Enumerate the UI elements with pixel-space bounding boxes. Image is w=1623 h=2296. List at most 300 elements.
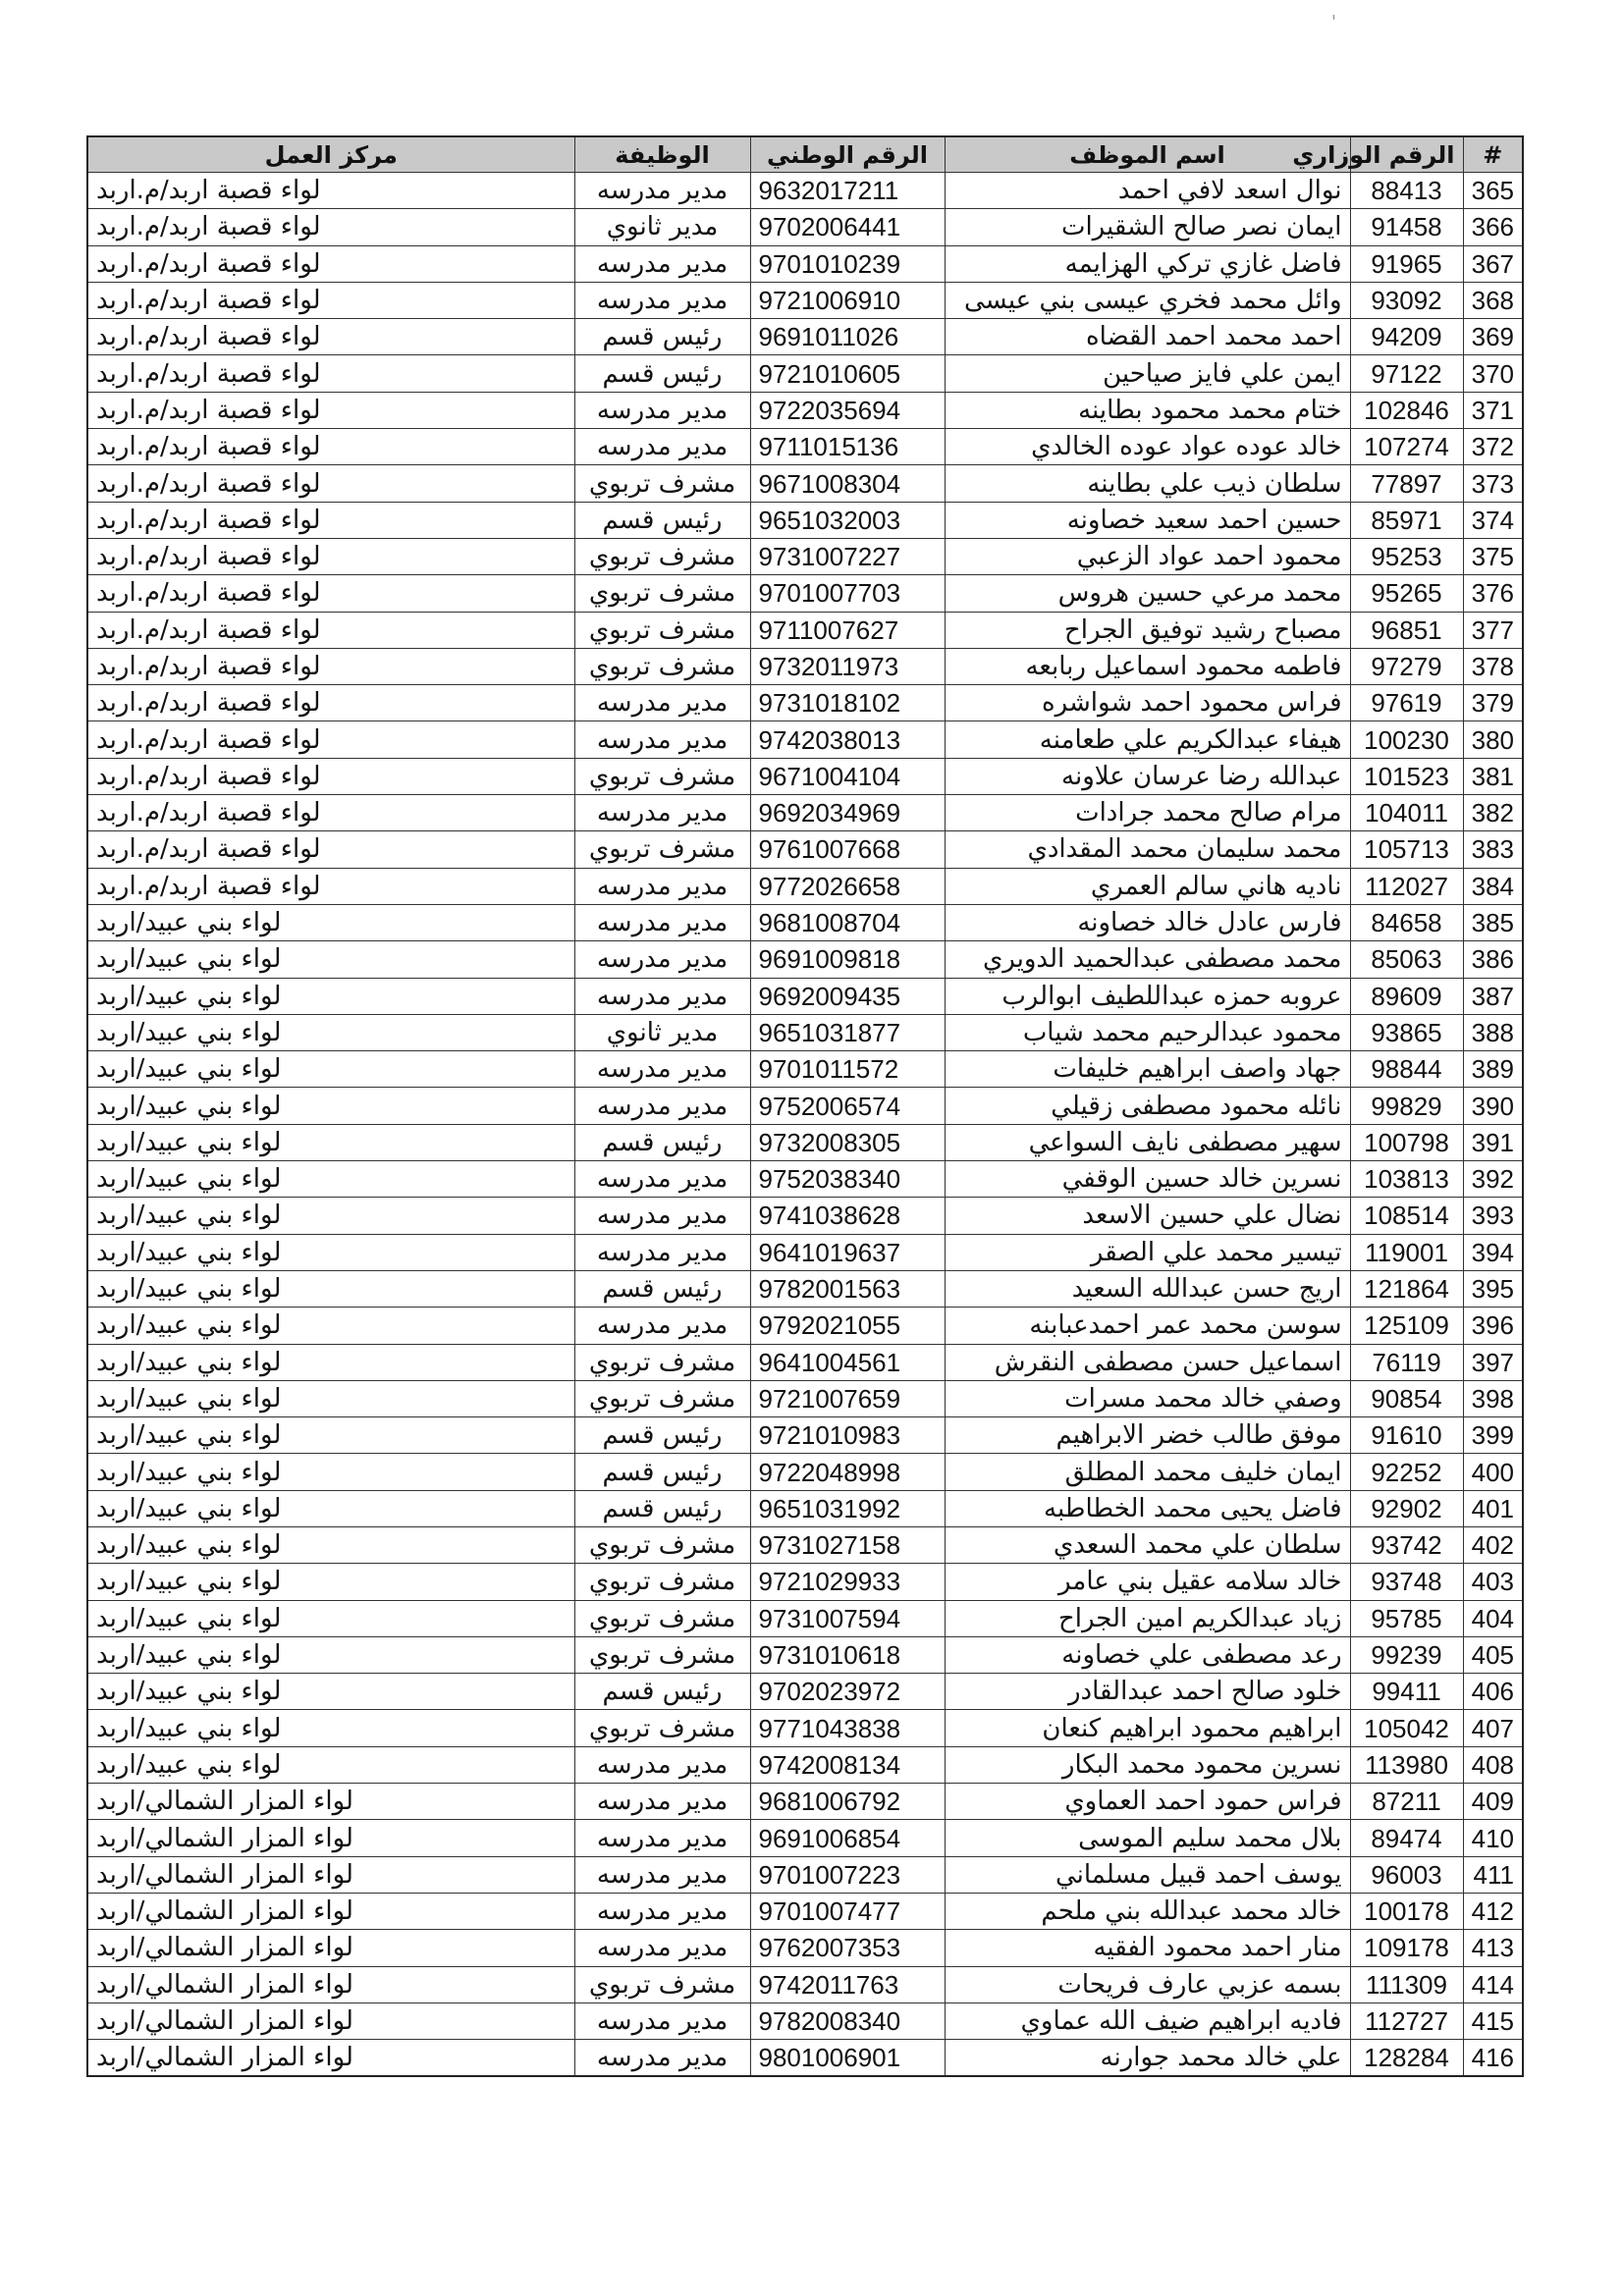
work-center [87,1344,574,1380]
national-number: 9632017211 [750,173,945,209]
table-row [87,1526,1523,1563]
row-index: 379 [1463,685,1523,721]
national-number: 9651032003 [750,502,945,538]
work-center [87,392,574,428]
table-row [87,1344,1523,1380]
work-center-text: لواء بني عبيد/اربد [96,1201,282,1231]
national-number: 9721029933 [750,1564,945,1600]
ministerial-number: 112727 [1350,2002,1463,2039]
row-index: 380 [1463,721,1523,758]
work-center [87,941,574,978]
row-index: 377 [1463,612,1523,648]
table-row [87,1014,1523,1050]
national-number: 9701007703 [750,575,945,612]
job-title: مشرف تربوي [574,1564,750,1600]
work-center [87,245,574,282]
employee-roster-sheet [86,135,1522,2077]
employee-name: ايمان نصر صالح الشقيرات [945,209,1350,245]
work-center-text: لواء بني عبيد/اربد [96,1530,282,1561]
row-index: 396 [1463,1308,1523,1344]
row-index: 384 [1463,868,1523,904]
row-index: 400 [1463,1454,1523,1490]
national-number: 9692009435 [750,978,945,1014]
table-row [87,2002,1523,2039]
work-center-text: لواء بني عبيد/اربد [96,1274,282,1305]
ministerial-number: 96003 [1350,1856,1463,1893]
work-center-text: لواء بني عبيد/اربد [96,1677,282,1707]
work-center [87,1710,574,1746]
row-index: 399 [1463,1417,1523,1454]
row-index: 407 [1463,1710,1523,1746]
ministerial-number: 100230 [1350,721,1463,758]
work-center-text: لواء قصبة اربد/م.اربد [96,614,321,645]
work-center-text: لواء قصبة اربد/م.اربد [96,652,321,681]
job-title: رئيس قسم [574,1270,750,1307]
employee-name: وصفي خالد محمد مسرات [945,1380,1350,1416]
job-title: رئيس قسم [574,319,750,355]
table-row [87,538,1523,574]
job-title: مشرف تربوي [574,1600,750,1636]
ministerial-number: 88413 [1350,173,1463,209]
table-row [87,1966,1523,2002]
work-center [87,1820,574,1856]
work-center [87,1270,574,1307]
job-title: مدير مدرسه [574,2002,750,2039]
job-title: مشرف تربوي [574,575,750,612]
work-center-text: لواء قصبة اربد/م.اربد [96,688,321,719]
ministerial-number: 89474 [1350,1820,1463,1856]
row-index: 415 [1463,2002,1523,2039]
row-index: 390 [1463,1088,1523,1124]
row-index: 387 [1463,978,1523,1014]
roster-body [87,173,1523,2077]
job-title: رئيس قسم [574,1124,750,1160]
work-center-text: لواء قصبة اربد/م.اربد [96,248,321,279]
work-center [87,1966,574,2002]
ministerial-number: 84658 [1350,904,1463,940]
ministerial-number: 113980 [1350,1746,1463,1783]
row-index: 392 [1463,1161,1523,1198]
national-number: 9801006901 [750,2040,945,2077]
row-index: 372 [1463,429,1523,465]
row-index: 393 [1463,1198,1523,1234]
work-center-text: لواء بني عبيد/اربد [96,1713,282,1743]
employee-name: رعد مصطفى علي خصاونه [945,1636,1350,1673]
work-center [87,1234,574,1270]
work-center-text: لواء قصبة اربد/م.اربد [96,724,321,755]
table-row [87,612,1523,648]
work-center-text: لواء بني عبيد/اربد [96,981,282,1011]
work-center-text: لواء المزار الشمالي/اربد [96,1859,353,1890]
job-title: مشرف تربوي [574,465,750,502]
work-center-text: لواء بني عبيد/اربد [96,1383,282,1414]
table-row [87,1564,1523,1600]
table-row [87,282,1523,318]
national-number: 9731018102 [750,685,945,721]
row-index: 412 [1463,1893,1523,1929]
table-row [87,1710,1523,1746]
national-number: 9792021055 [750,1308,945,1344]
work-center-text: لواء بني عبيد/اربد [96,1017,282,1047]
row-index: 368 [1463,282,1523,318]
work-center-text: لواء قصبة اربد/م.اربد [96,358,321,389]
job-title: رئيس قسم [574,502,750,538]
table-row [87,465,1523,502]
job-title: مدير مدرسه [574,282,750,318]
table-row [87,429,1523,465]
ministerial-number: 108514 [1350,1198,1463,1234]
work-center-text: لواء بني عبيد/اربد [96,1347,282,1377]
employee-name: سهير مصطفى نايف السواعي [945,1124,1350,1160]
employee-name: سلطان ذيب علي بطاينه [945,465,1350,502]
work-center [87,721,574,758]
employee-name: فاضل غازي تركي الهزايمه [945,245,1350,282]
header-ministerial-number: الرقم الوزاري [1350,136,1463,173]
work-center-text: لواء قصبة اربد/م.اربد [96,834,321,865]
national-number: 9721010605 [750,355,945,392]
ministerial-number: 99239 [1350,1636,1463,1673]
ministerial-number: 104011 [1350,795,1463,831]
ministerial-number: 121864 [1350,1270,1463,1307]
work-center [87,978,574,1014]
employee-name: فراس محمود احمد شواشره [945,685,1350,721]
work-center-text: لواء قصبة اربد/م.اربد [96,432,321,462]
job-title: مدير مدرسه [574,904,750,940]
row-index: 378 [1463,648,1523,684]
employee-roster-table [86,135,1524,2077]
job-title: مدير مدرسه [574,795,750,831]
ministerial-number: 94209 [1350,319,1463,355]
work-center-text: لواء المزار الشمالي/اربد [96,1823,353,1853]
work-center [87,612,574,648]
employee-name: خالد عوده عواد عوده الخالدي [945,429,1350,465]
job-title: مدير مدرسه [574,1088,750,1124]
row-index: 371 [1463,392,1523,428]
ministerial-number: 128284 [1350,2040,1463,2077]
work-center [87,1674,574,1710]
employee-name: فارس عادل خالد خصاونه [945,904,1350,940]
job-title: مدير مدرسه [574,1856,750,1893]
employee-name: خلود صالح احمد عبدالقادر [945,1674,1350,1710]
job-title: مدير مدرسه [574,868,750,904]
employee-name: عروبه حمزه عبداللطيف ابوالرب [945,978,1350,1014]
job-title: مدير مدرسه [574,721,750,758]
employee-name: فراس حمود احمد العماوي [945,1784,1350,1820]
ministerial-number: 93092 [1350,282,1463,318]
employee-name: عبدالله رضا عرسان علاونه [945,758,1350,794]
row-index: 386 [1463,941,1523,978]
table-row [87,1784,1523,1820]
job-title: مدير مدرسه [574,1930,750,1966]
ministerial-number: 91965 [1350,245,1463,282]
national-number: 9752038340 [750,1161,945,1198]
job-title: مدير مدرسه [574,685,750,721]
job-title: مشرف تربوي [574,1710,750,1746]
work-center [87,1161,574,1198]
work-center-text: لواء بني عبيد/اربد [96,1091,282,1121]
employee-name: بلال محمد سليم الموسى [945,1820,1350,1856]
employee-name: علي خالد محمد جوارنه [945,2040,1350,2077]
header-employee-name: اسم الموظف [945,136,1350,173]
table-row [87,355,1523,392]
work-center-text: لواء قصبة اربد/م.اربد [96,761,321,791]
national-number: 9761007668 [750,831,945,868]
employee-name: محمود احمد عواد الزعبي [945,538,1350,574]
work-center [87,795,574,831]
national-number: 9692034969 [750,795,945,831]
work-center [87,1014,574,1050]
national-number: 9701007223 [750,1856,945,1893]
work-center-text: لواء بني عبيد/اربد [96,908,282,938]
ministerial-number: 91610 [1350,1417,1463,1454]
ministerial-number: 95253 [1350,538,1463,574]
table-row [87,1674,1523,1710]
employee-name: ايمان خليف محمد المطلق [945,1454,1350,1490]
row-index: 370 [1463,355,1523,392]
row-index: 398 [1463,1380,1523,1416]
work-center-text: لواء المزار الشمالي/اربد [96,1787,353,1817]
work-center [87,502,574,538]
national-number: 9721006910 [750,282,945,318]
work-center [87,2040,574,2077]
job-title: مدير مدرسه [574,1161,750,1198]
header-national-number: الرقم الوطني [750,136,945,173]
job-title: رئيس قسم [574,1490,750,1526]
row-index: 388 [1463,1014,1523,1050]
work-center-text: لواء بني عبيد/اربد [96,1457,282,1487]
work-center [87,1526,574,1563]
work-center-text: لواء بني عبيد/اربد [96,944,282,975]
job-title: مدير مدرسه [574,978,750,1014]
work-center-text: لواء بني عبيد/اربد [96,1603,282,1633]
national-number: 9752006574 [750,1088,945,1124]
table-row [87,721,1523,758]
row-index: 406 [1463,1674,1523,1710]
table-row [87,1893,1523,1929]
national-number: 9731007594 [750,1600,945,1636]
employee-name: هيفاء عبدالكريم علي طعامنه [945,721,1350,758]
employee-name: نوال اسعد لافي احمد [945,173,1350,209]
work-center [87,1784,574,1820]
work-center-text: لواء قصبة اربد/م.اربد [96,176,321,206]
job-title: مشرف تربوي [574,1526,750,1563]
employee-name: سوسن محمد عمر احمدعبابنه [945,1308,1350,1344]
work-center [87,1490,574,1526]
row-index: 403 [1463,1564,1523,1600]
job-title: مشرف تربوي [574,1966,750,2002]
row-index: 411 [1463,1856,1523,1893]
national-number: 9671008304 [750,465,945,502]
work-center-text: لواء بني عبيد/اربد [96,1749,282,1780]
page-mark: ' [1331,12,1336,32]
national-number: 9651031877 [750,1014,945,1050]
employee-name: تيسير محمد علي الصقر [945,1234,1350,1270]
work-center [87,538,574,574]
employee-name: زياد عبدالكريم امين الجراح [945,1600,1350,1636]
national-number: 9701010239 [750,245,945,282]
ministerial-number: 89609 [1350,978,1463,1014]
table-row [87,575,1523,612]
work-center [87,1198,574,1234]
work-center [87,1124,574,1160]
national-number: 9711007627 [750,612,945,648]
work-center-text: لواء قصبة اربد/م.اربد [96,286,321,316]
table-row [87,941,1523,978]
employee-name: ايمن علي فايز صياحين [945,355,1350,392]
ministerial-number: 105042 [1350,1710,1463,1746]
job-title: مشرف تربوي [574,831,750,868]
work-center [87,209,574,245]
row-index: 405 [1463,1636,1523,1673]
work-center-text: لواء قصبة اربد/م.اربد [96,395,321,425]
job-title: مشرف تربوي [574,1636,750,1673]
national-number: 9702023972 [750,1674,945,1710]
work-center-text: لواء قصبة اربد/م.اربد [96,871,321,901]
employee-name: يوسف احمد قبيل مسلماني [945,1856,1350,1893]
work-center [87,685,574,721]
employee-name: موفق طالب خضر الابراهيم [945,1417,1350,1454]
national-number: 9651031992 [750,1490,945,1526]
work-center [87,904,574,940]
job-title: مشرف تربوي [574,538,750,574]
job-title: مدير مدرسه [574,392,750,428]
ministerial-number: 92252 [1350,1454,1463,1490]
work-center [87,282,574,318]
national-number: 9741038628 [750,1198,945,1234]
job-title: مدير مدرسه [574,173,750,209]
job-title: رئيس قسم [574,355,750,392]
job-title: مدير مدرسه [574,941,750,978]
table-row [87,1600,1523,1636]
work-center-text: لواء قصبة اربد/م.اربد [96,505,321,535]
table-row [87,1454,1523,1490]
table-row [87,1308,1523,1344]
table-row [87,904,1523,940]
employee-name: بسمه عزبي عارف فريحات [945,1966,1350,2002]
ministerial-number: 97619 [1350,685,1463,721]
table-row [87,502,1523,538]
job-title: مدير مدرسه [574,429,750,465]
row-index: 382 [1463,795,1523,831]
table-row [87,1124,1523,1160]
work-center [87,1454,574,1490]
row-index: 397 [1463,1344,1523,1380]
row-index: 365 [1463,173,1523,209]
employee-name: منار احمد محمود الفقيه [945,1930,1350,1966]
job-title: مدير مدرسه [574,1308,750,1344]
header-work-center: مركز العمل [87,136,574,173]
ministerial-number: 101523 [1350,758,1463,794]
work-center [87,1051,574,1088]
table-row [87,868,1523,904]
table-row [87,319,1523,355]
work-center [87,1564,574,1600]
row-index: 383 [1463,831,1523,868]
national-number: 9721010983 [750,1417,945,1454]
table-row [87,1417,1523,1454]
row-index: 375 [1463,538,1523,574]
employee-name: نسرين محمود محمد البكار [945,1746,1350,1783]
national-number: 9641019637 [750,1234,945,1270]
work-center [87,429,574,465]
ministerial-number: 100798 [1350,1124,1463,1160]
work-center [87,173,574,209]
work-center-text: لواء بني عبيد/اربد [96,1164,282,1195]
table-row [87,1161,1523,1198]
work-center [87,319,574,355]
row-index: 413 [1463,1930,1523,1966]
table-row [87,1088,1523,1124]
work-center [87,1380,574,1416]
ministerial-number: 100178 [1350,1893,1463,1929]
work-center [87,1417,574,1454]
table-row [87,1198,1523,1234]
job-title: مدير مدرسه [574,1893,750,1929]
employee-name: ختام محمد محمود بطاينه [945,392,1350,428]
employee-name: نائله محمود مصطفى زقيلي [945,1088,1350,1124]
ministerial-number: 95265 [1350,575,1463,612]
work-center [87,1308,574,1344]
work-center-text: لواء بني عبيد/اربد [96,1310,282,1341]
job-title: مدير ثانوي [574,1014,750,1050]
work-center-text: لواء المزار الشمالي/اربد [96,1933,353,1963]
employee-name: جهاد واصف ابراهيم خليفات [945,1051,1350,1088]
national-number: 9722048998 [750,1454,945,1490]
work-center [87,355,574,392]
job-title: رئيس قسم [574,1674,750,1710]
table-row [87,795,1523,831]
job-title: مدير مدرسه [574,1051,750,1088]
row-index: 366 [1463,209,1523,245]
employee-name: مرام صالح محمد جرادات [945,795,1350,831]
ministerial-number: 99411 [1350,1674,1463,1710]
national-number: 9671004104 [750,758,945,794]
national-number: 9742038013 [750,721,945,758]
employee-name: مصباح رشيد توفيق الجراح [945,612,1350,648]
ministerial-number: 96851 [1350,612,1463,648]
work-center-text: لواء بني عبيد/اربد [96,1420,282,1451]
row-index: 408 [1463,1746,1523,1783]
employee-name: محمد سليمان محمد المقدادي [945,831,1350,868]
national-number: 9731007227 [750,538,945,574]
ministerial-number: 98844 [1350,1051,1463,1088]
national-number: 9771043838 [750,1710,945,1746]
work-center-text: لواء المزار الشمالي/اربد [96,2005,353,2036]
work-center [87,1893,574,1929]
employee-name: محمد مرعي حسين هروس [945,575,1350,612]
work-center [87,831,574,868]
ministerial-number: 109178 [1350,1930,1463,1966]
work-center [87,1600,574,1636]
job-title: رئيس قسم [574,1417,750,1454]
work-center-text: لواء بني عبيد/اربد [96,1493,282,1523]
row-index: 374 [1463,502,1523,538]
table-row [87,1820,1523,1856]
table-row [87,758,1523,794]
ministerial-number: 111309 [1350,1966,1463,2002]
row-index: 402 [1463,1526,1523,1563]
table-row [87,2040,1523,2077]
job-title: مدير مدرسه [574,1784,750,1820]
ministerial-number: 107274 [1350,429,1463,465]
employee-name: خالد سلامه عقيل بني عامر [945,1564,1350,1600]
table-row [87,1380,1523,1416]
work-center-text: لواء قصبة اربد/م.اربد [96,578,321,609]
ministerial-number: 85063 [1350,941,1463,978]
ministerial-number: 97279 [1350,648,1463,684]
job-title: مشرف تربوي [574,612,750,648]
national-number: 9721007659 [750,1380,945,1416]
